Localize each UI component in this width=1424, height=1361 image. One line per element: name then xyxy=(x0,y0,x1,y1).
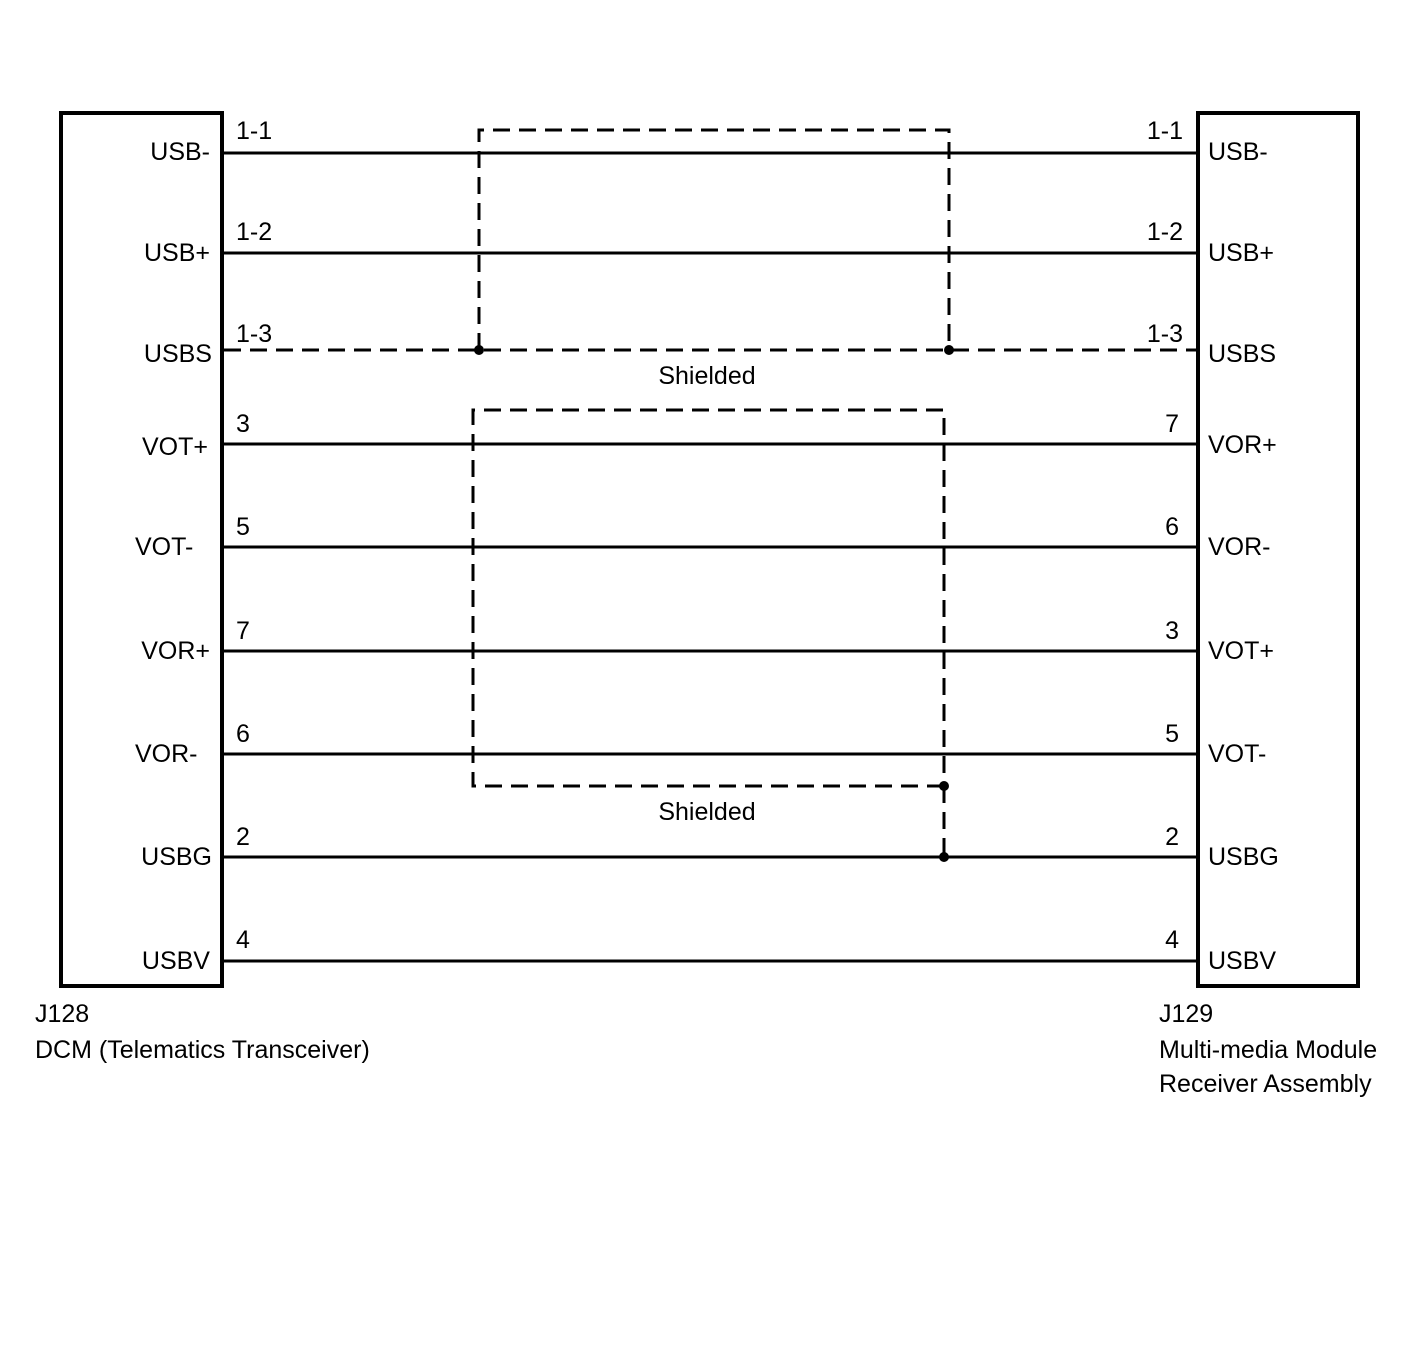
wire-row-usbv xyxy=(142,926,1276,975)
shield-label: Shielded xyxy=(658,362,756,390)
left-pin-label: 1-1 xyxy=(236,117,273,145)
right-pin-label: 4 xyxy=(1165,926,1179,954)
right-signal-label: VOR+ xyxy=(1208,431,1277,459)
left-signal-label: USBV xyxy=(141,947,210,975)
shield-junction-dot xyxy=(939,852,949,862)
left-pin-label: 1-2 xyxy=(236,218,273,246)
right-pin-label: 1-1 xyxy=(1146,117,1183,145)
wire-row-vor-minus xyxy=(135,720,1266,768)
right-signal-label: VOT- xyxy=(1208,740,1267,768)
left-pin-label: 7 xyxy=(236,617,250,645)
left-signal-label: VOT+ xyxy=(142,433,208,461)
right-signal-label: USB- xyxy=(1208,138,1268,166)
left-signal-label: USBS xyxy=(143,340,212,368)
left-signal-label: USB+ xyxy=(143,239,210,267)
left-connector-name: DCM (Telematics Transceiver) xyxy=(35,1036,370,1064)
shield-junction-dot xyxy=(944,345,954,355)
left-connector-id: J128 xyxy=(35,1000,90,1028)
left-pin-label: 2 xyxy=(236,823,250,851)
left-signal-label: VOR- xyxy=(135,740,198,768)
right-signal-label: USBV xyxy=(1208,947,1277,975)
left-pin-label: 3 xyxy=(236,410,250,438)
right-pin-label: 3 xyxy=(1165,617,1179,645)
shield-outline xyxy=(473,410,944,786)
right-pin-label: 2 xyxy=(1165,823,1179,851)
wire-row-usb-plus xyxy=(144,218,1274,267)
shield-junction-dot xyxy=(474,345,484,355)
wire-row-vot-minus xyxy=(135,513,1271,561)
right-pin-label: 1-3 xyxy=(1146,320,1183,348)
shield-outline xyxy=(479,130,949,350)
right-pin-label: 5 xyxy=(1165,720,1179,748)
left-pin-label: 6 xyxy=(236,720,250,748)
right-connector-id: J129 xyxy=(1159,1000,1214,1028)
left-signal-label: VOR+ xyxy=(141,637,210,665)
right-pin-label: 7 xyxy=(1165,410,1179,438)
right-signal-label: USBG xyxy=(1208,843,1279,871)
wire-row-usbs xyxy=(144,320,1276,368)
shield-video-pairs xyxy=(473,410,949,862)
right-signal-label: VOR- xyxy=(1208,533,1271,561)
left-pin-label: 5 xyxy=(236,513,250,541)
right-pin-label: 6 xyxy=(1165,513,1179,541)
wire-row-vot-plus xyxy=(142,410,1277,461)
left-pin-label: 1-3 xyxy=(236,320,273,348)
left-pin-label: 4 xyxy=(236,926,250,954)
shield-label: Shielded xyxy=(658,798,756,826)
shield-junction-dot xyxy=(939,781,949,791)
wire-row-usb-minus xyxy=(150,117,1267,166)
right-connector-name-line2: Receiver Assembly xyxy=(1159,1070,1372,1098)
left-signal-label: USB- xyxy=(150,138,210,166)
right-pin-label: 1-2 xyxy=(1146,218,1183,246)
wire-row-usbg xyxy=(141,823,1279,871)
right-signal-label: USBS xyxy=(1208,340,1277,368)
wire-row-vor-plus xyxy=(141,617,1274,665)
right-signal-label: USB+ xyxy=(1208,239,1275,267)
left-signal-label: USBG xyxy=(141,843,212,871)
right-connector-name-line1: Multi-media Module xyxy=(1159,1036,1378,1064)
left-signal-label: VOT- xyxy=(135,533,194,561)
right-signal-label: VOT+ xyxy=(1208,637,1274,665)
